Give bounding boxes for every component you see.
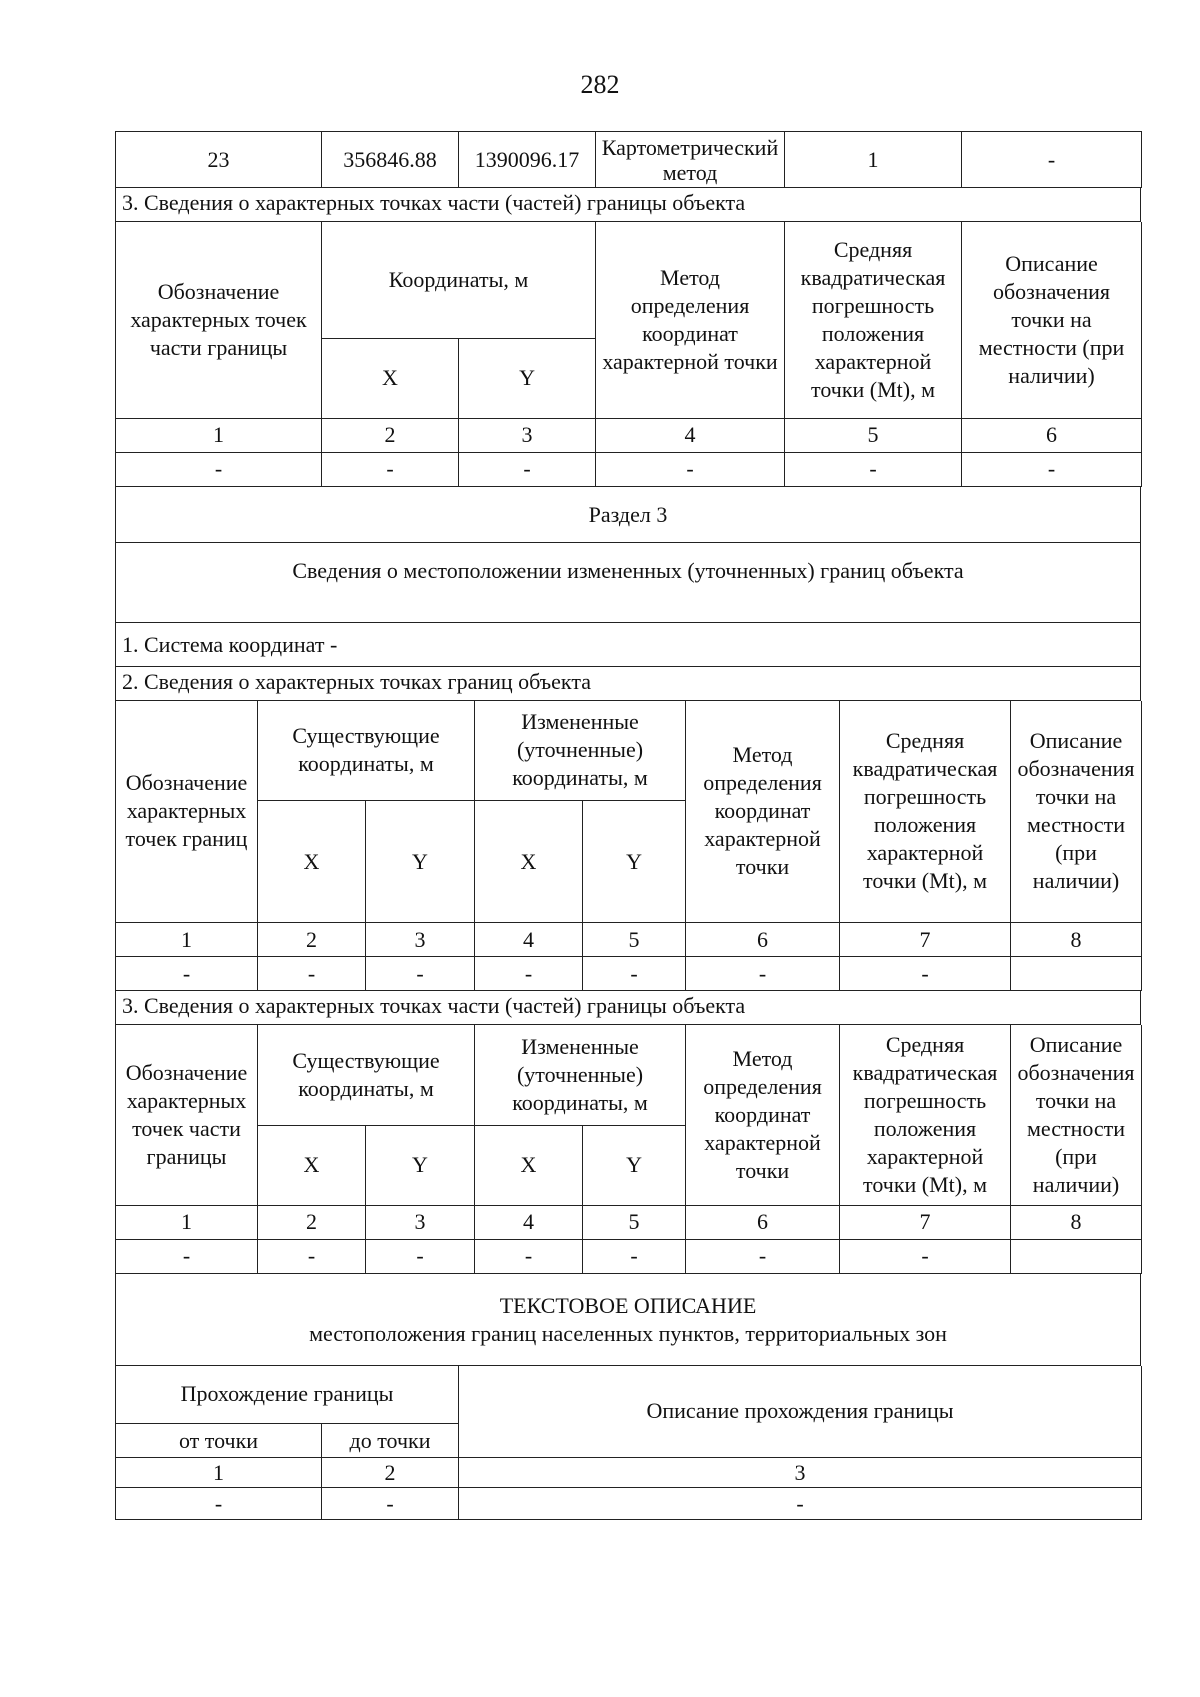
header-passage: Прохождение границы xyxy=(116,1366,459,1424)
header-y: Y xyxy=(583,1125,686,1205)
cell-value: - xyxy=(258,1239,366,1273)
coord-system: 1. Система координат - xyxy=(115,623,1141,667)
table-row xyxy=(116,452,1142,486)
col-number: 5 xyxy=(583,1205,686,1239)
header-y: Y xyxy=(459,338,596,418)
top-row-method: Картометрический метод xyxy=(596,132,785,188)
col-number: 2 xyxy=(258,923,366,957)
cell-value: - xyxy=(116,1239,258,1273)
table-row xyxy=(116,418,1142,452)
header-point: Обозначение характерных точек границ xyxy=(116,701,258,923)
cell-value: - xyxy=(962,452,1142,486)
header-from: от точки xyxy=(116,1424,322,1458)
col-number: 1 xyxy=(116,418,322,452)
header-method: Метод определения координат характерной точки xyxy=(596,222,785,418)
cell-value xyxy=(1011,1239,1142,1273)
header-y: Y xyxy=(366,1125,475,1205)
part-points-table xyxy=(115,1025,1142,1274)
header-x: X xyxy=(475,801,583,923)
cell-value: - xyxy=(459,1488,1142,1520)
table-row xyxy=(116,1488,1142,1520)
table-row xyxy=(116,1205,1142,1239)
table-row xyxy=(116,957,1142,991)
cell-value: - xyxy=(116,452,322,486)
boundary-passage-table xyxy=(115,1366,1142,1521)
cell-value xyxy=(1011,957,1142,991)
boundary-title: 2. Сведения о характерных точках границ объекта xyxy=(115,667,1141,701)
part-section-2-title: 3. Сведения о характерных точках части (частей) границы объекта xyxy=(115,991,1141,1025)
top-row-desc: - xyxy=(962,132,1142,188)
col-number: 3 xyxy=(366,923,475,957)
cell-value: - xyxy=(596,452,785,486)
cell-value: - xyxy=(366,1239,475,1273)
header-mt: Средняя квадратическая погрешность положения характерной точки (Mt), м xyxy=(840,1025,1011,1205)
header-changed: Измененные (уточненные) координаты, м xyxy=(475,1025,686,1125)
document-body xyxy=(115,131,1141,1520)
header-mt: Средняя квадратическая погрешность положения характерной точки (Mt), м xyxy=(840,701,1011,923)
cell-value: - xyxy=(475,1239,583,1273)
cell-value: - xyxy=(459,452,596,486)
col-number: 2 xyxy=(322,1458,459,1488)
header-desc: Описание обозначения точки на местности (при наличии) xyxy=(962,222,1142,418)
cell-value: - xyxy=(583,1239,686,1273)
header-method: Метод определения координат характерной точки xyxy=(686,701,840,923)
text-description-banner xyxy=(115,1274,1141,1366)
col-number: 6 xyxy=(962,418,1142,452)
top-row-num: 23 xyxy=(116,132,322,188)
top-row-y: 1390096.17 xyxy=(459,132,596,188)
col-number: 5 xyxy=(785,418,962,452)
cell-value: - xyxy=(258,957,366,991)
cell-value: - xyxy=(322,452,459,486)
cell-value: - xyxy=(686,957,840,991)
col-number: 3 xyxy=(459,418,596,452)
header-to: до точки xyxy=(322,1424,459,1458)
col-number: 1 xyxy=(116,1458,322,1488)
cell-value: - xyxy=(116,1488,322,1520)
header-y: Y xyxy=(366,801,475,923)
part-section-1-table xyxy=(115,222,1142,487)
col-number: 4 xyxy=(475,1205,583,1239)
top-row-x: 356846.88 xyxy=(322,132,459,188)
page-number: 282 xyxy=(580,70,620,99)
header-existing: Существующие координаты, м xyxy=(258,701,475,801)
header-x: X xyxy=(258,1125,366,1205)
header-existing: Существующие координаты, м xyxy=(258,1025,475,1125)
col-number: 1 xyxy=(116,1205,258,1239)
header-x: X xyxy=(322,338,459,418)
section-subheading: Сведения о местоположении измененных (уточненных) границ объекта xyxy=(115,543,1141,623)
boundary-points-table xyxy=(115,701,1142,992)
header-y: Y xyxy=(583,801,686,923)
header-changed: Измененные (уточненные) координаты, м xyxy=(475,701,686,801)
col-number: 3 xyxy=(366,1205,475,1239)
col-number: 6 xyxy=(686,1205,840,1239)
table-row xyxy=(116,1458,1142,1488)
col-number: 1 xyxy=(116,923,258,957)
header-method: Метод определения координат характерной точки xyxy=(686,1025,840,1205)
header-mt: Средняя квадратическая погрешность положения характерной точки (Mt), м xyxy=(785,222,962,418)
col-number: 2 xyxy=(258,1205,366,1239)
header-passage-desc: Описание прохождения границы xyxy=(459,1366,1142,1458)
cell-value: - xyxy=(366,957,475,991)
cell-value: - xyxy=(116,957,258,991)
col-number: 4 xyxy=(596,418,785,452)
cell-value: - xyxy=(322,1488,459,1520)
header-x: X xyxy=(475,1125,583,1205)
table-row xyxy=(116,923,1142,957)
col-number: 5 xyxy=(583,923,686,957)
header-x: X xyxy=(258,801,366,923)
text-description-subtitle: местоположения границ населенных пунктов, территориальных зон xyxy=(309,1320,947,1346)
col-number: 3 xyxy=(459,1458,1142,1488)
cell-value: - xyxy=(686,1239,840,1273)
part-section-1-title: 3. Сведения о характерных точках части (частей) границы объекта xyxy=(115,188,1141,222)
col-number: 7 xyxy=(840,923,1011,957)
col-number: 8 xyxy=(1011,923,1142,957)
header-point: Обозначение характерных точек части границы xyxy=(116,222,322,418)
cell-value: - xyxy=(840,1239,1011,1273)
col-number: 4 xyxy=(475,923,583,957)
header-coords: Координаты, м xyxy=(322,222,596,338)
col-number: 8 xyxy=(1011,1205,1142,1239)
top-row-mt: 1 xyxy=(785,132,962,188)
cell-value: - xyxy=(583,957,686,991)
text-description-title: ТЕКСТОВОЕ ОПИСАНИЕ xyxy=(499,1292,757,1318)
table-row xyxy=(116,132,1142,188)
col-number: 7 xyxy=(840,1205,1011,1239)
table-row xyxy=(116,1239,1142,1273)
cell-value: - xyxy=(840,957,1011,991)
col-number: 6 xyxy=(686,923,840,957)
header-desc: Описание обозначения точки на местности (при наличии) xyxy=(1011,1025,1142,1205)
section-heading: Раздел 3 xyxy=(115,487,1141,543)
cell-value: - xyxy=(475,957,583,991)
col-number: 2 xyxy=(322,418,459,452)
cell-value: - xyxy=(785,452,962,486)
top-row-table xyxy=(115,131,1142,188)
header-desc: Описание обозначения точки на местности (при наличии) xyxy=(1011,701,1142,923)
header-point: Обозначение характерных точек части границы xyxy=(116,1025,258,1205)
